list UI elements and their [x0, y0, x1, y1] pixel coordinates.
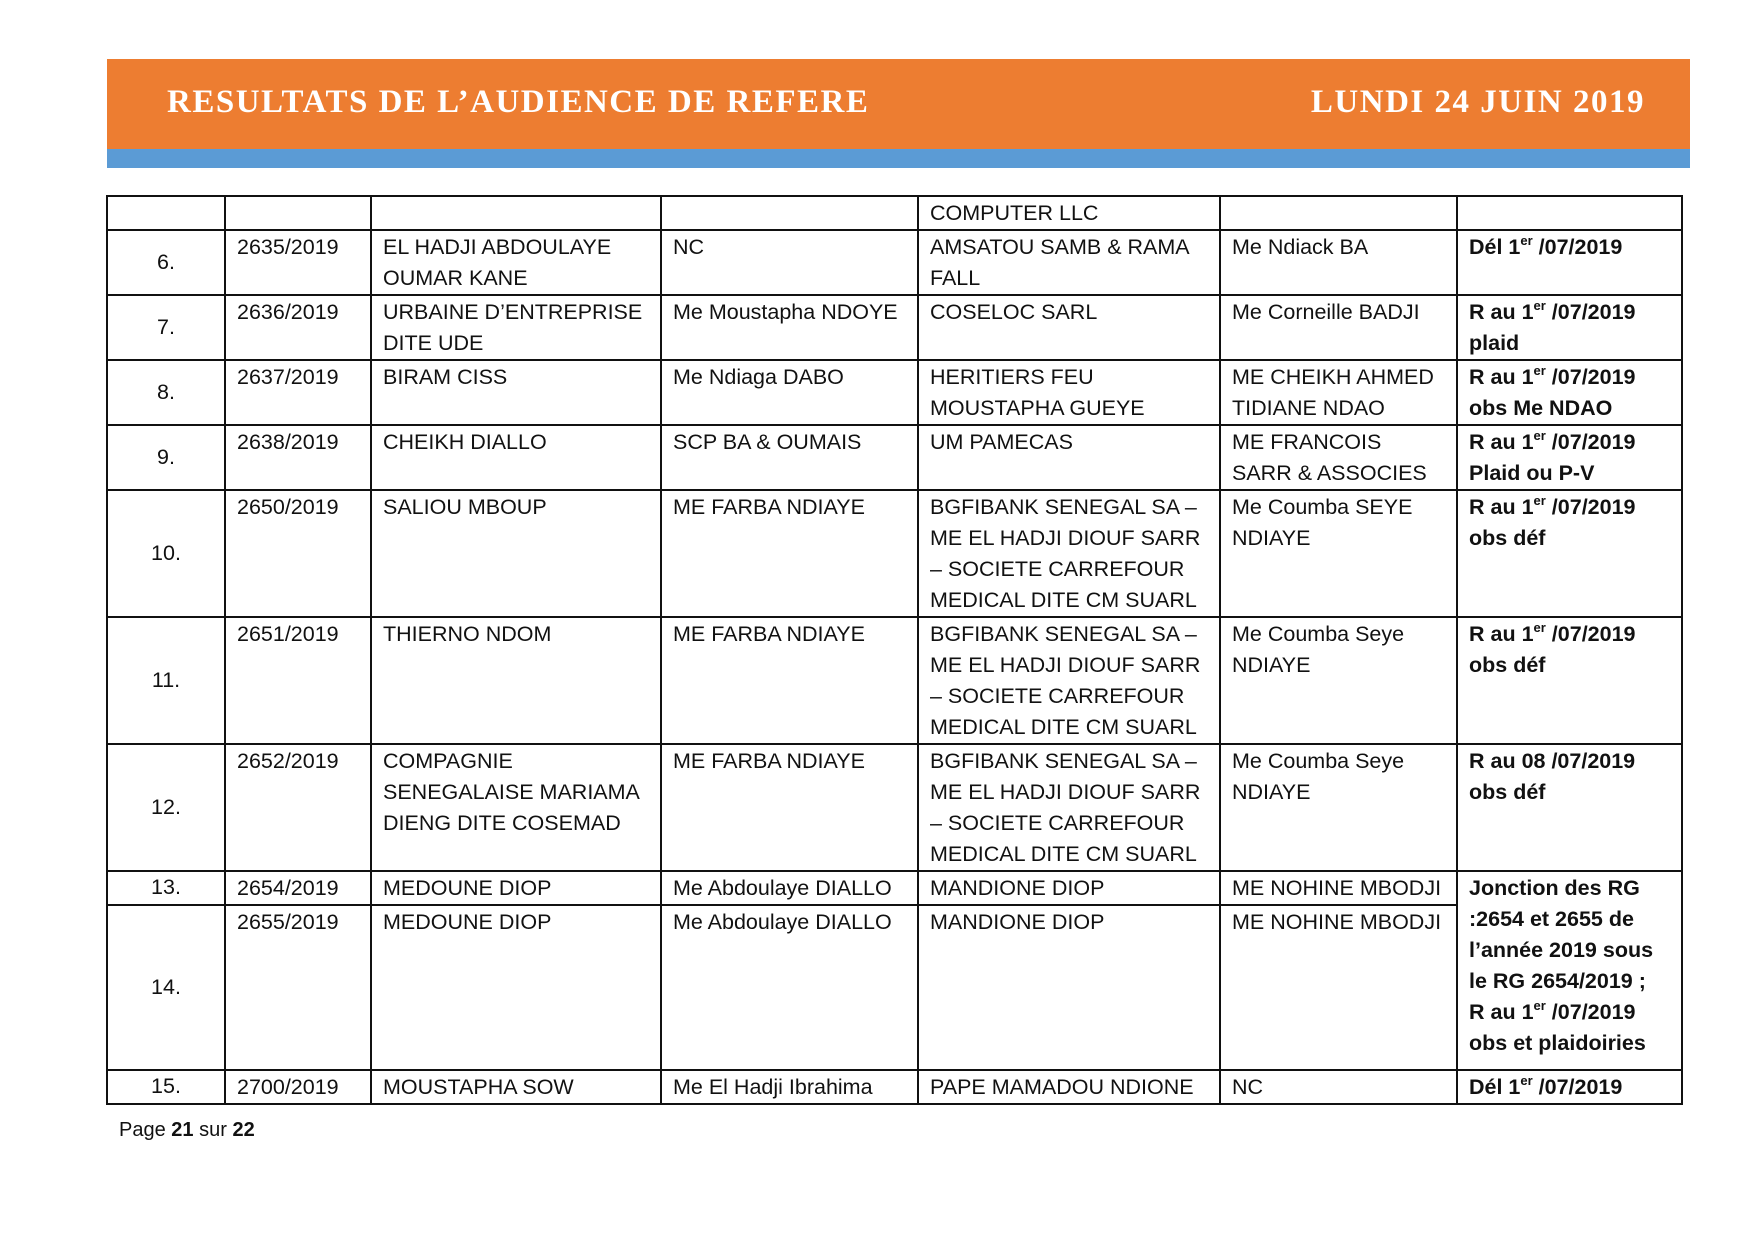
cell-rg: 2654/2019 [225, 871, 371, 905]
cell-number: 15. [107, 1070, 225, 1104]
cell-defendeur: HERITIERS FEU MOUSTAPHA GUEYE [918, 360, 1220, 425]
cell-conseil-demandeur: SCP BA & OUMAIS [661, 425, 918, 490]
cell-rg: 2651/2019 [225, 617, 371, 744]
cell-demandeur: EL HADJI ABDOULAYE OUMAR KANE [371, 230, 661, 295]
cell-rg: 2635/2019 [225, 230, 371, 295]
page-title: RESULTATS DE L’AUDIENCE DE REFERE [167, 84, 870, 120]
cell-conseil-defendeur: Me Ndiack BA [1220, 230, 1457, 295]
cell-conseil-defendeur: Me Coumba Seye NDIAYE [1220, 744, 1457, 871]
cell-defendeur: COSELOC SARL [918, 295, 1220, 360]
cell-conseil-demandeur: Me Abdoulaye DIALLO [661, 871, 918, 905]
merged-result-line2-cont: /07/2019 obs et plaidoiries [1469, 1000, 1646, 1055]
cell-defendeur: MANDIONE DIOP [918, 871, 1220, 905]
cell-demandeur: THIERNO NDOM [371, 617, 661, 744]
table-row [107, 1070, 1682, 1104]
cell-number: 9. [107, 425, 225, 490]
result-text: R au 1 [1469, 430, 1534, 454]
cell-result [1457, 490, 1682, 617]
table-row [107, 230, 1682, 295]
cell-conseil-demandeur: NC [661, 230, 918, 295]
cell-result [1457, 1070, 1682, 1104]
cell-conseil-demandeur: ME FARBA NDIAYE [661, 617, 918, 744]
cell-result [1457, 425, 1682, 490]
cell-rg: 2637/2019 [225, 360, 371, 425]
table-row [107, 425, 1682, 490]
table-row [107, 196, 1682, 230]
result-sup: er [1533, 493, 1546, 508]
result-text-cont: /07/2019 [1532, 1075, 1623, 1099]
result-text-cont: /07/2019 Plaid ou P-V [1469, 430, 1636, 485]
cell-number: 14. [107, 905, 225, 1070]
table-row [107, 905, 1682, 1070]
result-sup: er [1520, 1073, 1533, 1088]
cell-conseil-demandeur [661, 196, 918, 230]
cell-demandeur: MEDOUNE DIOP [371, 871, 661, 905]
cell-conseil-demandeur: ME FARBA NDIAYE [661, 490, 918, 617]
cell-number: 7. [107, 295, 225, 360]
cell-conseil-demandeur: Me El Hadji Ibrahima [661, 1070, 918, 1104]
result-text: Dél 1 [1469, 1075, 1521, 1099]
footer-page-label: Page [119, 1119, 166, 1141]
cell-number: 12. [107, 744, 225, 871]
result-text-cont: /07/2019 obs déf [1469, 622, 1636, 677]
footer-sur-label: sur [199, 1119, 227, 1141]
cell-rg: 2650/2019 [225, 490, 371, 617]
result-text: R au 1 [1469, 365, 1534, 389]
cell-conseil-defendeur: ME FRANCOIS SARR & ASSOCIES [1220, 425, 1457, 490]
result-text-cont: /07/2019 obs Me NDAO [1469, 365, 1636, 420]
result-sup: er [1533, 363, 1546, 378]
cell-rg: 2638/2019 [225, 425, 371, 490]
cell-demandeur: CHEIKH DIALLO [371, 425, 661, 490]
result-text: R au 1 [1469, 622, 1534, 646]
footer-page-current: 21 [171, 1119, 194, 1141]
table-row [107, 871, 1682, 905]
cell-conseil-demandeur: Me Abdoulaye DIALLO [661, 905, 918, 1070]
cell-result [1457, 617, 1682, 744]
cell-demandeur: URBAINE D’ENTREPRISE DITE UDE [371, 295, 661, 360]
cell-result-merged [1457, 871, 1682, 1070]
result-sup: er [1533, 620, 1546, 635]
cell-result [1457, 230, 1682, 295]
cell-conseil-defendeur: Me Coumba Seye NDIAYE [1220, 617, 1457, 744]
cell-rg: 2700/2019 [225, 1070, 371, 1104]
result-text-cont: /07/2019 plaid [1469, 300, 1636, 355]
table-row [107, 744, 1682, 871]
cell-rg: 2652/2019 [225, 744, 371, 871]
cell-conseil-defendeur: Me Coumba SEYE NDIAYE [1220, 490, 1457, 617]
result-text-cont: /07/2019 obs déf [1469, 495, 1636, 550]
table-row [107, 295, 1682, 360]
page-footer [119, 1119, 255, 1142]
result-text: R au 08 /07/2019 obs déf [1469, 749, 1636, 804]
cell-demandeur: COMPAGNIE SENEGALAISE MARIAMA DIENG DITE COSEMAD [371, 744, 661, 871]
cell-rg [225, 196, 371, 230]
result-sup: er [1520, 233, 1533, 248]
cell-conseil-demandeur: ME FARBA NDIAYE [661, 744, 918, 871]
cell-conseil-defendeur: NC [1220, 1070, 1457, 1104]
result-text: R au 1 [1469, 300, 1534, 324]
table-row [107, 490, 1682, 617]
result-sup: er [1533, 298, 1546, 313]
cell-result [1457, 360, 1682, 425]
page-date: LUNDI 24 JUIN 2019 [1310, 84, 1645, 120]
cell-demandeur: MEDOUNE DIOP [371, 905, 661, 1070]
table-row [107, 617, 1682, 744]
cell-result [1457, 744, 1682, 871]
merged-result-line2: R au 1 [1469, 1000, 1534, 1024]
cell-defendeur: COMPUTER LLC [918, 196, 1220, 230]
cell-conseil-demandeur: Me Ndiaga DABO [661, 360, 918, 425]
cell-conseil-defendeur: Me Corneille BADJI [1220, 295, 1457, 360]
cell-demandeur [371, 196, 661, 230]
footer-page-total: 22 [232, 1119, 255, 1141]
header-stripe [107, 149, 1690, 168]
cell-number: 6. [107, 230, 225, 295]
cell-defendeur: BGFIBANK SENEGAL SA – ME EL HADJI DIOUF SARR – SOCIETE CARREFOUR MEDICAL DITE CM SUARL [918, 617, 1220, 744]
result-sup: er [1533, 428, 1546, 443]
table-row [107, 360, 1682, 425]
cell-number: 11. [107, 617, 225, 744]
results-table [106, 195, 1683, 1105]
cell-result [1457, 196, 1682, 230]
cell-defendeur: PAPE MAMADOU NDIONE [918, 1070, 1220, 1104]
cell-conseil-defendeur [1220, 196, 1457, 230]
cell-defendeur: AMSATOU SAMB & RAMA FALL [918, 230, 1220, 295]
result-text-cont: /07/2019 [1532, 235, 1623, 259]
cell-defendeur: UM PAMECAS [918, 425, 1220, 490]
result-text: Dél 1 [1469, 235, 1521, 259]
cell-result [1457, 295, 1682, 360]
cell-number [107, 196, 225, 230]
cell-rg: 2655/2019 [225, 905, 371, 1070]
result-text: R au 1 [1469, 495, 1534, 519]
cell-number: 13. [107, 871, 225, 905]
cell-conseil-defendeur: ME NOHINE MBODJI [1220, 871, 1457, 905]
cell-demandeur: SALIOU MBOUP [371, 490, 661, 617]
cell-number: 8. [107, 360, 225, 425]
cell-conseil-defendeur: ME CHEIKH AHMED TIDIANE NDAO [1220, 360, 1457, 425]
cell-rg: 2636/2019 [225, 295, 371, 360]
cell-number: 10. [107, 490, 225, 617]
cell-defendeur: BGFIBANK SENEGAL SA – ME EL HADJI DIOUF SARR – SOCIETE CARREFOUR MEDICAL DITE CM SUARL [918, 490, 1220, 617]
merged-result-line1: Jonction des RG :2654 et 2655 de l’année 2019 sous le RG 2654/2019 ; [1469, 876, 1654, 993]
cell-demandeur: MOUSTAPHA SOW [371, 1070, 661, 1104]
cell-defendeur: MANDIONE DIOP [918, 905, 1220, 1070]
merged-result-sup: er [1533, 998, 1546, 1013]
cell-demandeur: BIRAM CISS [371, 360, 661, 425]
cell-conseil-defendeur: ME NOHINE MBODJI [1220, 905, 1457, 1070]
cell-conseil-demandeur: Me Moustapha NDOYE [661, 295, 918, 360]
cell-defendeur: BGFIBANK SENEGAL SA – ME EL HADJI DIOUF SARR – SOCIETE CARREFOUR MEDICAL DITE CM SUARL [918, 744, 1220, 871]
